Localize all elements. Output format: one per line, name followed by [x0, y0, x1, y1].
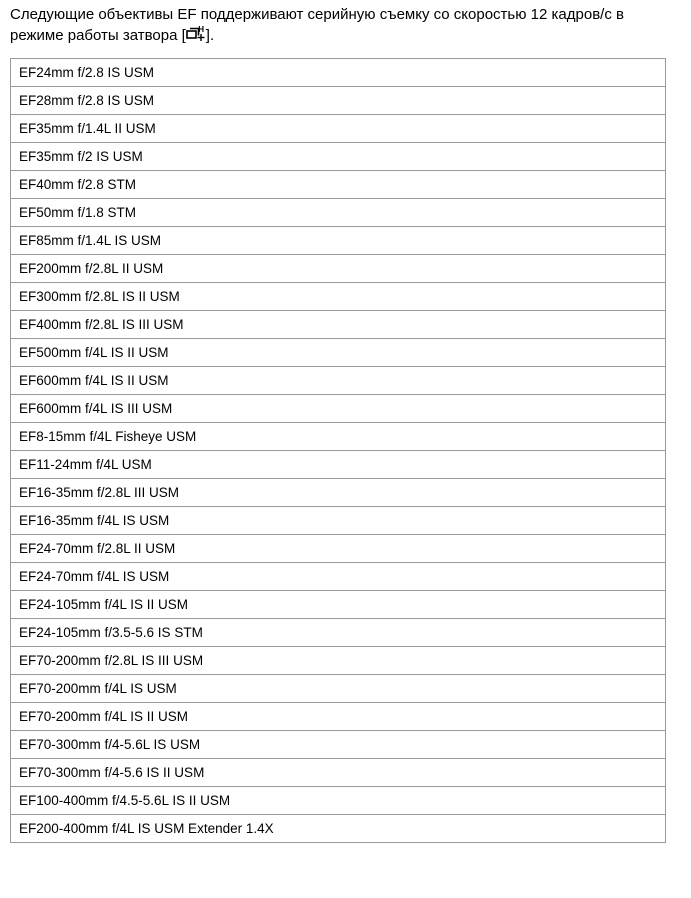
intro-text: Следующие объективы EF поддерживают серийную съемку со скоростью 12 кадров/с в режиме работы затвора [: [10, 6, 624, 44]
table-row: [11, 563, 666, 591]
table-row: [11, 647, 666, 675]
table-row: [11, 199, 666, 227]
lens-name-cell: EF70-200mm f/2.8L IS III USM: [11, 647, 666, 675]
table-row: [11, 59, 666, 87]
lens-name-cell: EF200-400mm f/4L IS USM Extender 1.4X: [11, 815, 666, 843]
table-row: [11, 143, 666, 171]
lens-name-cell: EF600mm f/4L IS II USM: [11, 367, 666, 395]
lens-name-cell: EF70-300mm f/4-5.6L IS USM: [11, 731, 666, 759]
icon-letter: H: [197, 25, 204, 34]
lens-name-cell: EF35mm f/2 IS USM: [11, 143, 666, 171]
table-row: [11, 675, 666, 703]
table-row: [11, 759, 666, 787]
lens-name-cell: EF50mm f/1.8 STM: [11, 199, 666, 227]
lens-name-cell: EF11-24mm f/4L USM: [11, 451, 666, 479]
lens-name-cell: EF300mm f/2.8L IS II USM: [11, 283, 666, 311]
lens-name-cell: EF24-105mm f/3.5-5.6 IS STM: [11, 619, 666, 647]
lens-name-cell: EF35mm f/1.4L II USM: [11, 115, 666, 143]
table-row: [11, 507, 666, 535]
table-row: [11, 703, 666, 731]
lens-name-cell: EF40mm f/2.8 STM: [11, 171, 666, 199]
lens-name-cell: EF200mm f/2.8L II USM: [11, 255, 666, 283]
lens-name-cell: EF85mm f/1.4L IS USM: [11, 227, 666, 255]
intro-text-end: ].: [205, 27, 215, 44]
table-row: [11, 311, 666, 339]
table-row: [11, 787, 666, 815]
table-row: [11, 395, 666, 423]
lens-name-cell: EF70-200mm f/4L IS USM: [11, 675, 666, 703]
table-row: [11, 227, 666, 255]
table-row: [11, 619, 666, 647]
table-row: [11, 731, 666, 759]
lens-name-cell: EF16-35mm f/2.8L III USM: [11, 479, 666, 507]
table-row: [11, 115, 666, 143]
lens-name-cell: EF24mm f/2.8 IS USM: [11, 59, 666, 87]
lens-table-body: [11, 59, 666, 843]
table-row: [11, 591, 666, 619]
high-speed-continuous-shooting-icon: [186, 25, 206, 48]
table-row: [11, 255, 666, 283]
lens-name-cell: EF24-70mm f/2.8L II USM: [11, 535, 666, 563]
table-row: [11, 451, 666, 479]
table-row: [11, 423, 666, 451]
lens-name-cell: EF70-200mm f/4L IS II USM: [11, 703, 666, 731]
lens-name-cell: EF8-15mm f/4L Fisheye USM: [11, 423, 666, 451]
table-row: [11, 535, 666, 563]
intro-paragraph: [10, 4, 680, 48]
table-row: [11, 171, 666, 199]
table-row: [11, 367, 666, 395]
lens-name-cell: EF28mm f/2.8 IS USM: [11, 87, 666, 115]
table-row: [11, 283, 666, 311]
lens-name-cell: EF500mm f/4L IS II USM: [11, 339, 666, 367]
table-row: [11, 815, 666, 843]
lens-name-cell: EF100-400mm f/4.5-5.6L IS II USM: [11, 787, 666, 815]
lens-name-cell: EF70-300mm f/4-5.6 IS II USM: [11, 759, 666, 787]
table-row: [11, 339, 666, 367]
table-row: [11, 479, 666, 507]
lens-name-cell: EF600mm f/4L IS III USM: [11, 395, 666, 423]
table-row: [11, 87, 666, 115]
lens-name-cell: EF400mm f/2.8L IS III USM: [11, 311, 666, 339]
lens-name-cell: EF24-105mm f/4L IS II USM: [11, 591, 666, 619]
lens-name-cell: EF24-70mm f/4L IS USM: [11, 563, 666, 591]
lens-table: [10, 58, 666, 843]
lens-name-cell: EF16-35mm f/4L IS USM: [11, 507, 666, 535]
